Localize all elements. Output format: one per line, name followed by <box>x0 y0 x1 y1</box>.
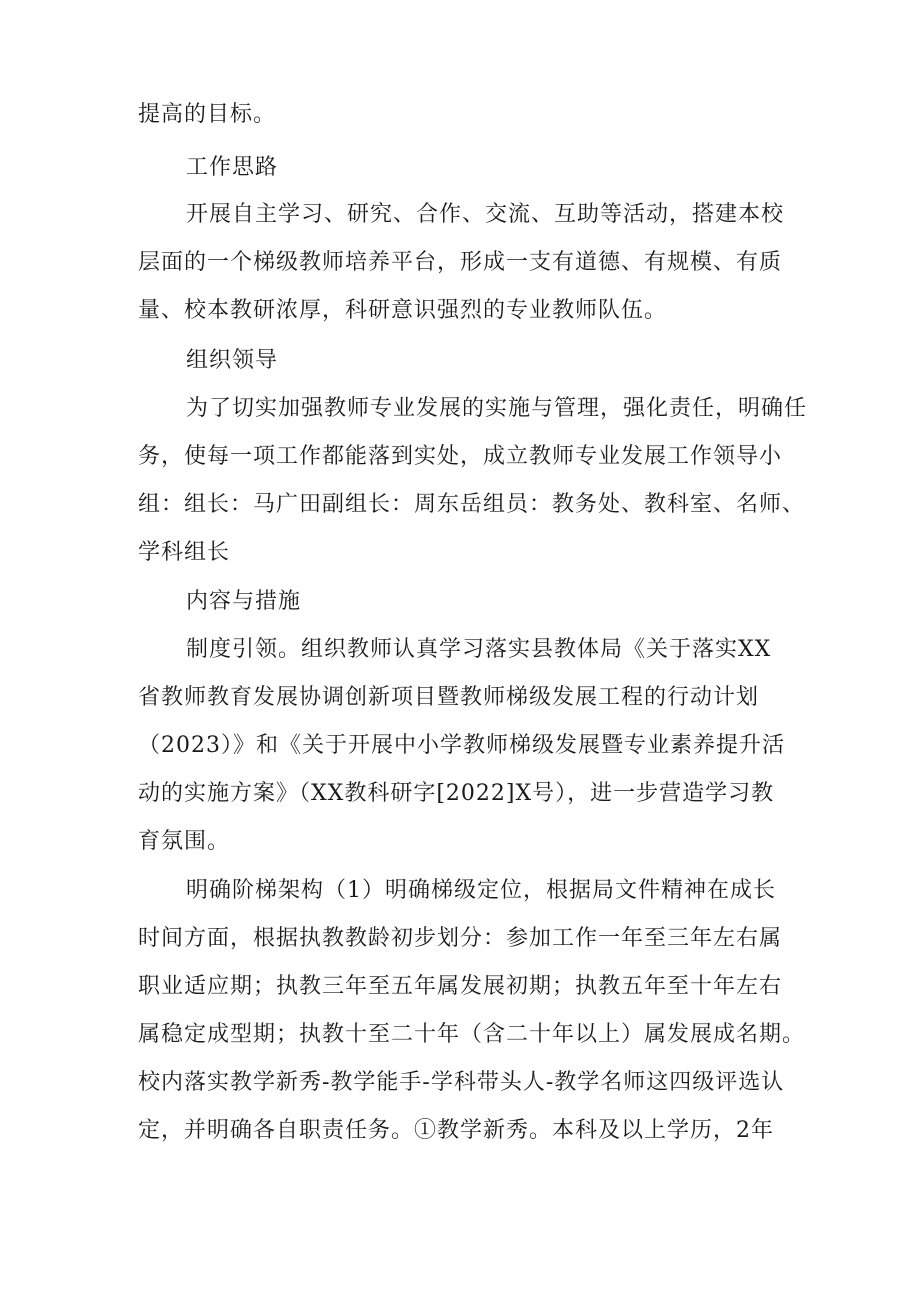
text-line: 量、校本教研浓厚，科研意识强烈的专业教师队伍。 <box>138 298 668 323</box>
text-line: 定，并明确各自职责任务。①教学新秀。本科及以上学历，2年 <box>138 1118 774 1143</box>
text-line: 育氛围。 <box>138 829 231 854</box>
text-line: 制度引领。组织教师认真学习落实县教体局《关于落实XX <box>186 637 772 662</box>
text-line: 开展自主学习、研究、合作、交流、互助等活动，搭建本校 <box>186 202 785 227</box>
text-line: 校内落实教学新秀-教学能手-学科带头人-教学名师这四级评选认 <box>138 1070 785 1095</box>
text-line: （2023）》和《关于开展中小学教师梯级发展暨专业素养提升活 <box>138 733 785 758</box>
text-line: 组：组长：马广田副组长：周东岳组员：教务处、教科室、名师、 <box>138 492 806 517</box>
text-line: 层面的一个梯级教师培养平台，形成一支有道德、有规模、有质 <box>138 250 783 275</box>
text-line: 省教师教育发展协调创新项目暨教师梯级发展工程的行动计划 <box>138 685 760 710</box>
text-line: 动的实施方案》（XX教科研字[2022]X号），进一步营造学习教 <box>138 781 775 806</box>
text-line: 明确阶梯架构（1）明确梯级定位，根据局文件精神在成长 <box>186 878 776 903</box>
text-line: 提高的目标。 <box>138 102 277 127</box>
section-heading: 工作思路 <box>186 155 279 180</box>
text-line: 属稳定成型期；执教十至二十年（含二十年以上）属发展成名期。 <box>138 1022 806 1047</box>
text-line: 职业适应期；执教三年至五年属发展初期；执教五年至十年左右 <box>138 974 783 999</box>
section-heading: 内容与措施 <box>186 589 302 614</box>
text-line: 时间方面，根据执教教龄初步划分：参加工作一年至三年左右属 <box>138 926 783 951</box>
text-line: 为了切实加强教师专业发展的实施与管理，强化责任，明确任 <box>186 396 808 421</box>
text-line: 务，使每一项工作都能落到实处，成立教师专业发展工作领导小 <box>138 444 783 469</box>
section-heading: 组织领导 <box>186 348 279 373</box>
text-line: 学科组长 <box>138 540 231 565</box>
